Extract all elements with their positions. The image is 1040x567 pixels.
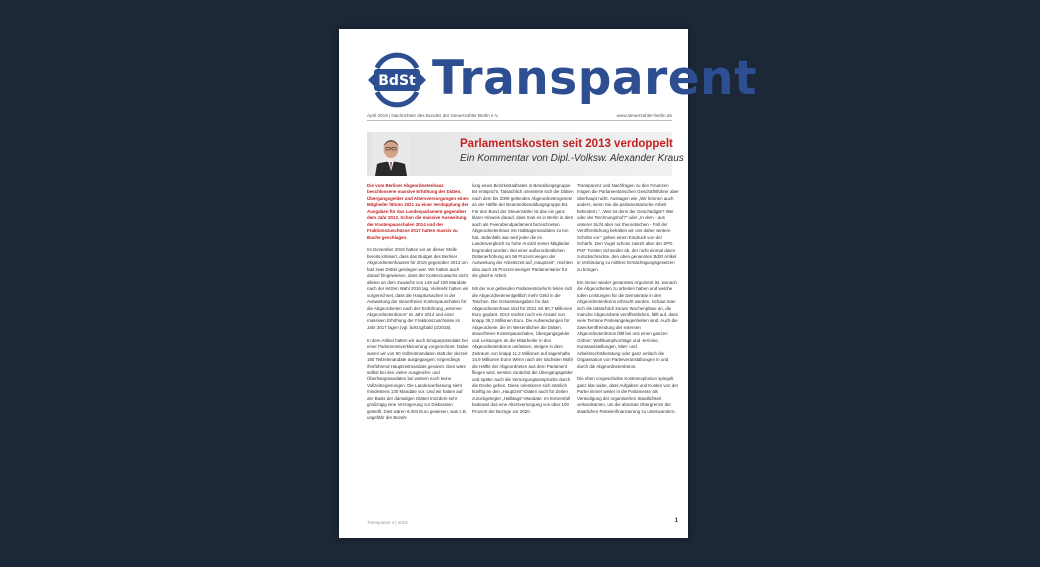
author-photo [372, 133, 410, 176]
footer-issue: Transparent 4 | 2019 [367, 520, 408, 525]
website-link[interactable]: www.steuerzahler-berlin.de [616, 113, 672, 118]
text-column-2 [472, 183, 574, 523]
paragraph: lung eines Bezirksstadtrates in Besoldungsgruppe B4 entspricht. Tatsächlich orientierte sich die Diäten nach dem bis 2009 geltenden Abgeordnetengesetz an der Hälfte der Beamtenbesoldungsgruppe B4. Für den Bund der Steuerzahler ist das ein ganz klarer Hinweis darauf, dass man es in Berlin in dem auch als Feierabendparlament bezeichneten Abgeordnetenhaus mit Halbtagsmandaten zu tun hat. Jedenfalls war weil jeder die im Landesvergleich so hohe Anzahl seiner Mitglieder begründet worden. Bei einer außerordentlichen Diätenerhöhung um 58 Prozent wegen der Ausweitung der Arbeitszeit auf „Hauptzeit“, reichten also auch 26 Prozent weniger Parlamentarier für die gleiche Arbeit. [472, 183, 574, 279]
newsletter-page [339, 29, 758, 538]
logo-lettering: BdSt [378, 73, 416, 89]
article-headline: Parlamentskosten seit 2013 verdoppelt [460, 138, 673, 150]
paragraph: In dem Artikel hatten wir auch Einsparpotentiale bei einer Parlamentsverkleinerung vorgerechnet: Dabei waren wir von 90 Vollzeitmandaten statt der derzeit 160 Teilzeitmandate ausgegangen; nirgendings ihreführend Hauptzeitmandats genannt. Dies wäre selbst bei den vielen Ausgleichs- und Überhangmandaten bei weitem noch keine Vollzeitregierungen. Die Landesverfassung sieht mindestens 130 Mandate vor. Und wir hatten auf der Basis der damaligen Diäten trotzdem sehr großzügig eine Verzögerung zur Diskussion gestellt. Dies wären 8.304 Euro gewesen, was z.B. ungefähr der Bezah- [367, 337, 469, 421]
bdst-logo [367, 50, 427, 110]
issue-info: April 2019 | Nachrichten des Bundes der Steuerzahler Berlin e.V. [367, 113, 499, 118]
paragraph: Die eben vorgeschickte Kostenexplosion spiegelt ganz klar wider, dass Aufgaben und Kosten von der Partei immer weiter in die Parlamente als Verteidigung der organisierten Staatlichkeit verlandsamen, um die absolute Obergrenze der staatlichen Parteienfinanzierung zu unterwandern. [577, 376, 679, 414]
paragraph: Mit der nun geltenden Parlamentsreform leiten sich die Abgeordnetenentgeltlich mehr Geld in die Taschen. Die Gesamtausgaben für das Abgeordnetenhaus sind für 2021 mit 80,7 Millionen Euro geplant. 2013 reichte noch ein Ansatz von knapp 39,2 Millionen Euro. Die Aufwendungen für Abgeordnete, die im Wesentlichen die Diäten, steuerfreien Kostenpauschalen, Übergangsgelder und Leistungen an die Mitarbeiter in den Abgeordnetenbüros umfassen, steigen in dem Zeitraum von knapp 11,2 Millionen auf sagenhafte 34,9 Millionen Euro! Wenn nach der nächsten Wahl die Hälfte der Abgeordneten aus dem Parlament fliegen wird, werden zunächst die Übergangsgelder und später auch die Versorgungsansprüche durch die Decke gehen. Diese orientieren sich nämlich künftig an den „Hauptzeit“-Diäten auch für Zeiten zurückgelegter „Halbtags“-Mandate. Im Extremfall bedeutet das eine Altersversorgung von über 100 Prozent der Bezüge vor 2020. [472, 286, 573, 414]
article-lead: Die vom Berliner Abgeordnetenhaus beschlossene massive Erhöhung der Diäten, Übergangsgelder und Altersversorgungen eines Mitglieder führen 2021 zu einer Verdopplung der Ausgaben für das Landesparlament gegenüber dem Jahr 2013. Schon die massive Ausweitung der Kostenpauschalen 2014 und der Fraktionszuschüsse 2017 hatten massiv zu Buche geschlagen. [367, 183, 469, 240]
masthead-title: Transparent [432, 51, 758, 106]
text-column-1 [367, 183, 469, 523]
text-column-3 [577, 183, 679, 523]
header-divider [367, 120, 672, 121]
article-subheadline: Ein Kommentar von Dipl.-Volksw. Alexander Kraus [460, 153, 684, 164]
paragraph: Im Dezember 2018 hatten wir an dieser Stelle bereits kritisiert, dass das Budget des Berliner Abgeordnetenhauses für 2019 gegenüber 2013 um fast zwei Drittel gestiegen war. Wir hatten auch darauf hingewiesen, dass der Kostenzuwachs nicht alleine an dem Zuwachs von 149 auf 160 Mandate nach der letzten Wahl 2016 lag. Vielmehr hatten wir vorgerechnet, dass die Hauptursachen in der Ausweitung der steuerfreien Kostenpauschalen für die Abgeordneten nach der Einführung „externer Abgeordnetenbüros“ im Jahr 2014 und einer massiven Erhöhung der Fraktionszuschüsse im Jahr 2017 lagen (vgl. bdst.tg/bald (2/2018). [367, 247, 469, 330]
paragraph: Transparenz und Nachfragen zu den Finanzen mögen die Parlamentarischen Geschäftsführer aber überhaupt nicht. Aussagen wie „Wir können auch anders, wenn Sie die parlamentarische Arbeit behindern.“, „Wer ist denn der Geschädigte? Wer oder der Rechnungshof?“ oder „In dem - aus unserer Sicht aber nur theoretischen - Fall der Veröffentlichung behalten wir uns daher weitere Schritte vor.“ geben einen Eindruck von der Schärfe. Den Vogel schoss zuletzt aber der SPD PGF Torsten Schneider ab, der nicht einmal davor zurückschreckte, den oben genannten BdSt Artikel in Verbindung zu mittlere Ermächtigungsgesetzen zu bringen. [577, 183, 679, 272]
article-banner [367, 132, 684, 176]
paragraph: Ein immer wieder genanntes Argument ist, wonach die Abgeordneten zu arbeiten haben und welche tollen Leistungen für die Demokratie in den Abgeordnetenbüros erbracht werden. Schaut man sich die tatsächlich known Wochenpläne an, die manche Abgeordnete veröffentlichen, fällt auf, dass viele Termine Parteiangelegenheiten sind. Auch die Zweckentfremdung der externen Abgeordnetenbüros fällt bei uns einen ganzen Ordner: Wahlkampfvorträge und -termine, Kunstausstellungen, Miet- und Arbeitsrechtsberatung oder ganz einfach die Organisation von Parteiveranstaltungen in und durch die Abgeordnetenbüros. [577, 279, 678, 369]
page-number: 1 [674, 518, 678, 524]
